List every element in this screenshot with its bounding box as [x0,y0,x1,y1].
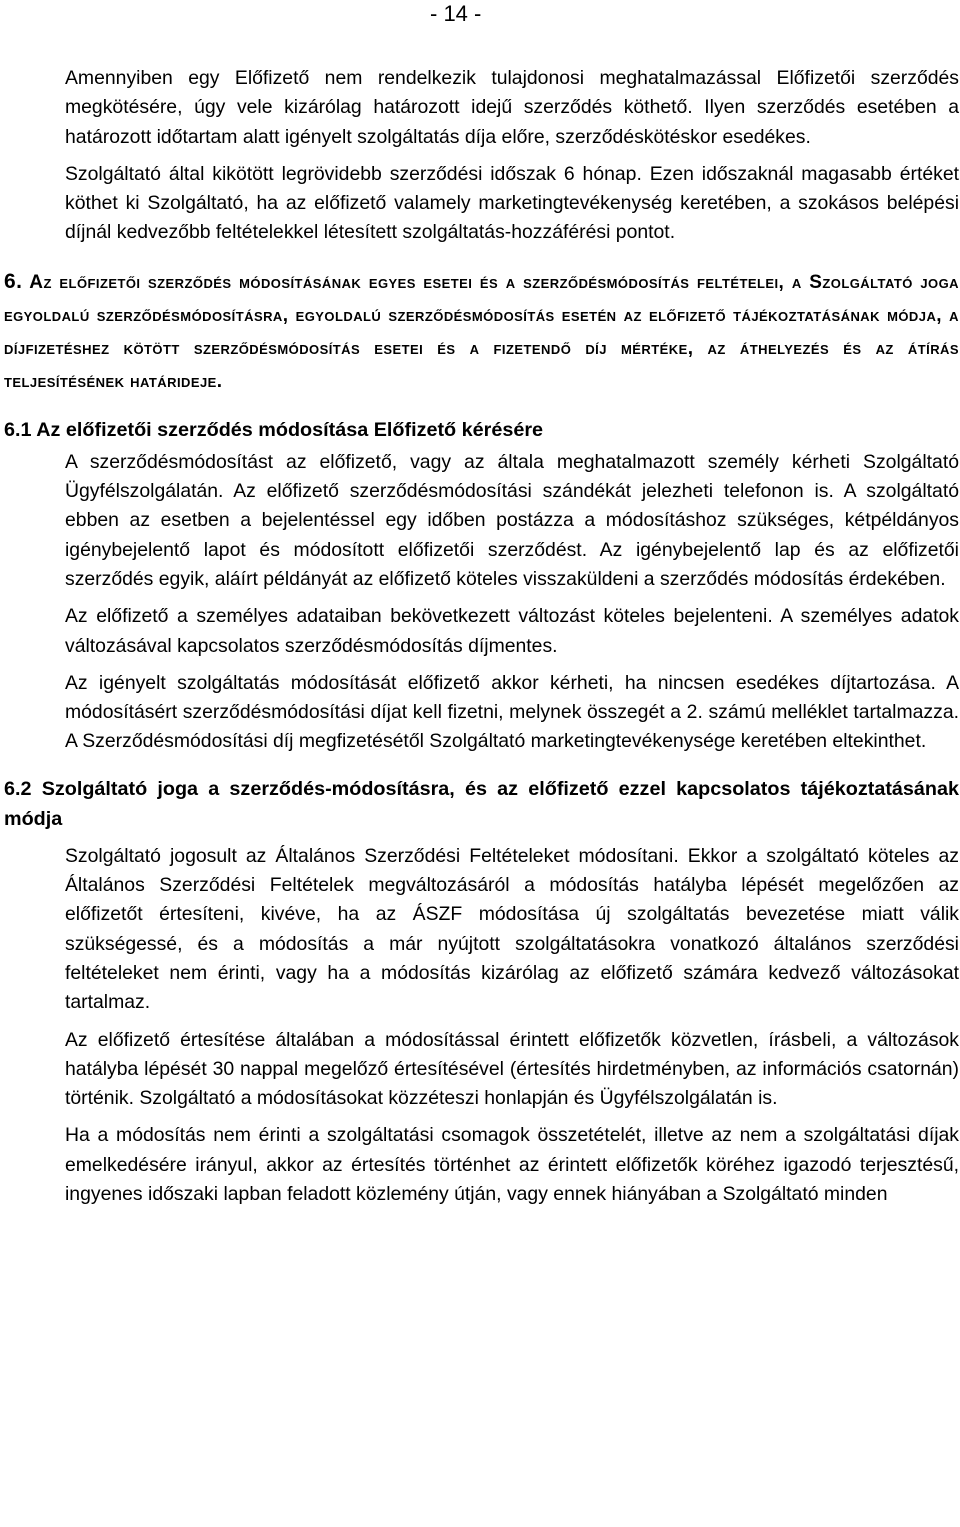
page-number: - 14 - [430,1,482,26]
section-6-1-paragraph-2: Az előfizető a személyes adataiban bekövetkezett változást köteles bejelenteni. A személyes adatok változásával kapcsolatos szerződésmódosítás díjmentes. [65,605,959,657]
document-body [4,64,959,1209]
section-6-1-paragraph-3: Az igényelt szolgáltatás módosítását előfizető akkor kérheti, ha nincsen esedékes díjtartozása. A módosításért szerződésmódosítási díjat kell fizetni, melynek összegét a 2. számú melléklet tartalmazza. A Szerződésmódosítási díj megfizetésétől Szolgáltató marketingtevékenysége keretében eltekinthet. [65,671,959,753]
paragraph-fixed-term-contract: Amennyiben egy Előfizető nem rendelkezik tulajdonosi meghatalmazással Előfizetői szerződés megkötésére, úgy vele kizárólag határozott idejű szerződés köthető. Ilyen szerződés esetében a határozott időtartam alatt igényelt szolgáltatás díja előre, szerződéskötéskor esedékes. [65,67,959,148]
section-6-2-paragraph-2: Az előfizető értesítése általában a módosítással érintett előfizetők közvetlen, írásbeli, a változások hatályba lépését 30 nappal megelőző értesítésével (értesítés hirdetményben, az információs csatornán) történik. Szolgáltató a módosításokat közzéteszi honlapján és Ügyfélszolgálatán is. [65,1028,959,1110]
section-6-2-paragraph-1: Szolgáltató jogosult az Általános Szerződési Feltételeket módosítani. Ekkor a szolgáltató köteles az Általános Szerződési Feltételek megváltozásáról a módosítás hatályba lépését megelőzően az előfizetőt értesíteni, kivéve, ha az ÁSZF módosítása új szolgáltatás bevezetése miatt válik szükségessé, és a módosítás a már nyújtott szolgáltatásokra vonatkozó általános szerződési feltételeket nem érinti, vagy ha a módosítás kizárólag az előfizető számára kedvező változásokat tartalmaz. [65,844,959,1014]
paragraph-minimum-period: Szolgáltató által kikötött legrövidebb szerződési időszak 6 hónap. Ezen időszaknál magasabb értéket köthet ki Szolgáltató, ha az előfizető valamely marketingtevékenység keretében, a szokásos belépési díjnál kedvezőbb feltételekkel létesített szolgáltatás-hozzáférési pontot. [65,162,959,244]
section-6-number: 6. [4,269,23,293]
section-6-heading [4,265,959,398]
section-6-2-heading: 6.2 Szolgáltató joga a szerződés-módosításra, és az előfizető ezzel kapcsolatos tájékoztatásának módja [4,777,959,830]
section-6-title: Az előfizetői szerződés módosításának egyes esetei és a szerződésmódosítás feltételei, a Szolgáltató joga egyoldalú szerződésmódosításra, egyoldalú szerződésmódosítás esetén az előfizető tájékoztatásának módja, a díjfizetéshez kötött szerződésmódosítás esetei és a fizetendő díj mértéke, az áthelyezés és az átírás teljesítésének határideje. [4,271,959,392]
section-6-2-paragraph-3: Ha a módosítás nem érinti a szolgáltatási csomagok összetételét, illetve az nem a szolgáltatási díjak emelkedésére irányul, akkor az értesítés történhet az érintett előfizetők köréhez igazodó terjesztésű, ingyenes időszaki lapban feladott közlemény útján, vagy ennek hiányában a Szolgáltató minden [65,1124,959,1206]
section-6-1-heading: 6.1 Az előfizetői szerződés módosítása Előfizető kérésére [4,418,544,441]
section-6-1-paragraph-1: A szerződésmódosítást az előfizető, vagy az általa meghatalmazott személy kérheti Szolgáltató Ügyfélszolgálatán. Az előfizető szerződésmódosítási szándékát jelezheti telefonon is. A szolgáltató ebben az esetben a bejelentéssel egy időben postázza a módosításhoz szükséges, kétpéldányos igénybejelentő lapot és módosított előfizetői szerződést. Az igénybejelentő lap és az előfizetői szerződés egyik, aláírt példányát az előfizető köteles visszaküldeni a szerződés módosítás érdekében. [65,450,959,590]
